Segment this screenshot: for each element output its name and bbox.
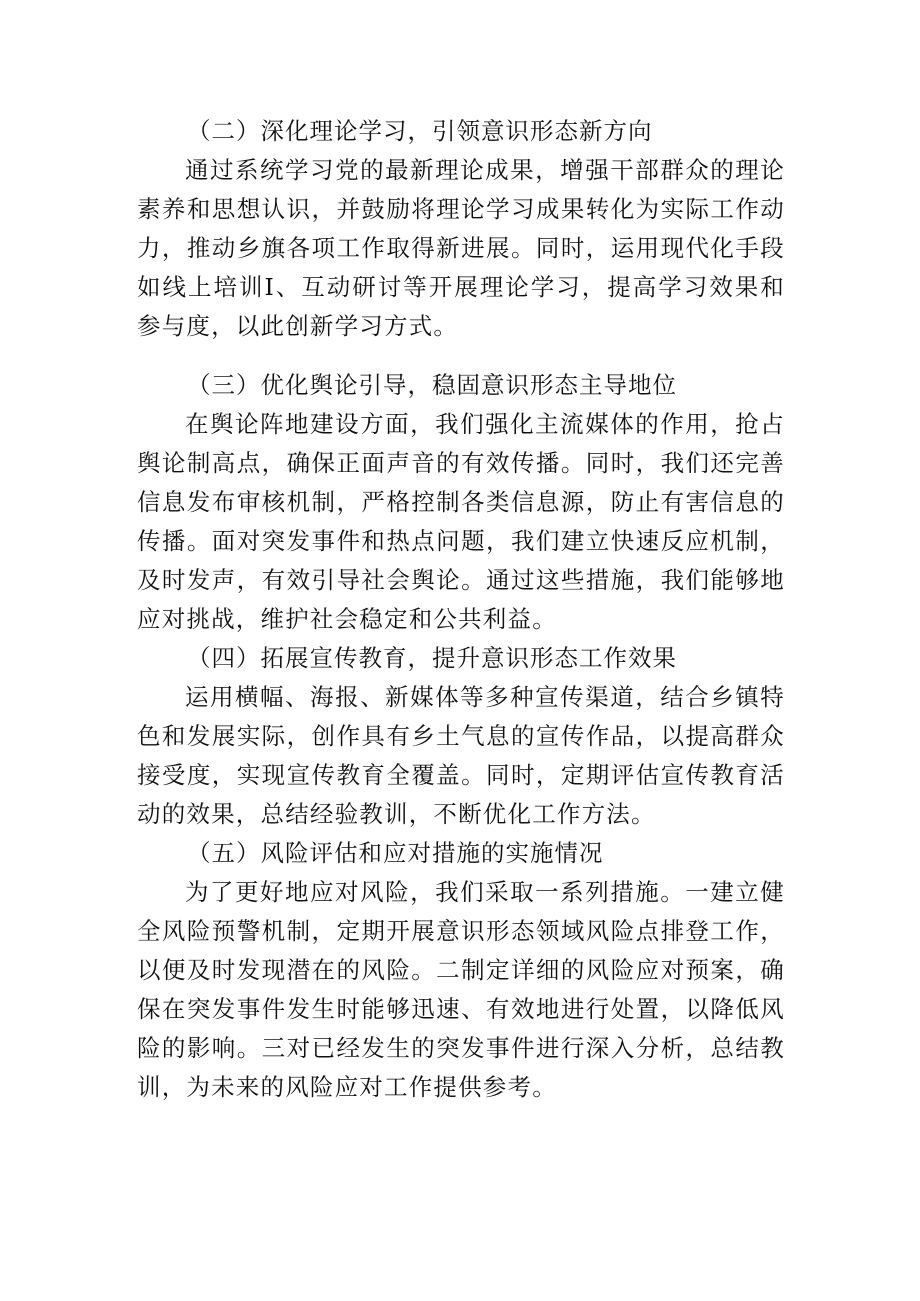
section-3 <box>137 366 785 639</box>
section-paragraph: 运用横幅、海报、新媒体等多种宣传渠道，结合乡镇特色和发展实际，创作具有乡土气息的宣传作品，以提高群众接受度，实现宣传教育全覆盖。同时，定期评估宣传教育活动的效果，总结经验教训，不断优化工作方法。 <box>137 683 785 828</box>
section-heading: （四）拓展宣传教育，提升意识形态工作效果 <box>187 644 677 672</box>
section-4 <box>137 639 785 834</box>
section-5 <box>137 834 785 1107</box>
section-heading: （二）深化理论学习，引领意识形态新方向 <box>187 117 653 145</box>
section-2 <box>137 112 785 346</box>
section-spacer <box>137 346 785 366</box>
section-paragraph: 为了更好地应对风险，我们采取一系列措施。一建立健全风险预警机制，定期开展意识形态领域风险点排登工作，以便及时发现潜在的风险。二制定详细的风险应对预案，确保在突发事件发生时能够迅速、有效地进行处置，以降低风险的影响。三对已经发生的突发事件进行深入分析，总结教训，为未来的风险应对工作提供参考。 <box>137 878 785 1101</box>
section-heading: （五）风险评估和应对措施的实施情况 <box>187 839 604 867</box>
section-paragraph: 通过系统学习党的最新理论成果，增强干部群众的理论素养和思想认识，并鼓励将理论学习成果转化为实际工作动力，推动乡旗各项工作取得新进展。同时，运用现代化手段如线上培训I、互动研讨等开展理论学习，提高学习效果和参与度，以此创新学习方式。 <box>137 156 785 340</box>
section-paragraph: 在舆论阵地建设方面，我们强化主流媒体的作用，抢占舆论制高点，确保正面声音的有效传播。同时，我们还完善信息发布审核机制，严格控制各类信息源，防止有害信息的传播。面对突发事件和热点问题，我们建立快速反应机制，及时发声，有效引导社会舆论。通过这些措施，我们能够地应对挑战，维护社会稳定和公共利益。 <box>137 410 785 633</box>
section-heading: （三）优化舆论引导，稳固意识形态主导地位 <box>187 371 677 399</box>
document-body <box>137 112 785 1107</box>
